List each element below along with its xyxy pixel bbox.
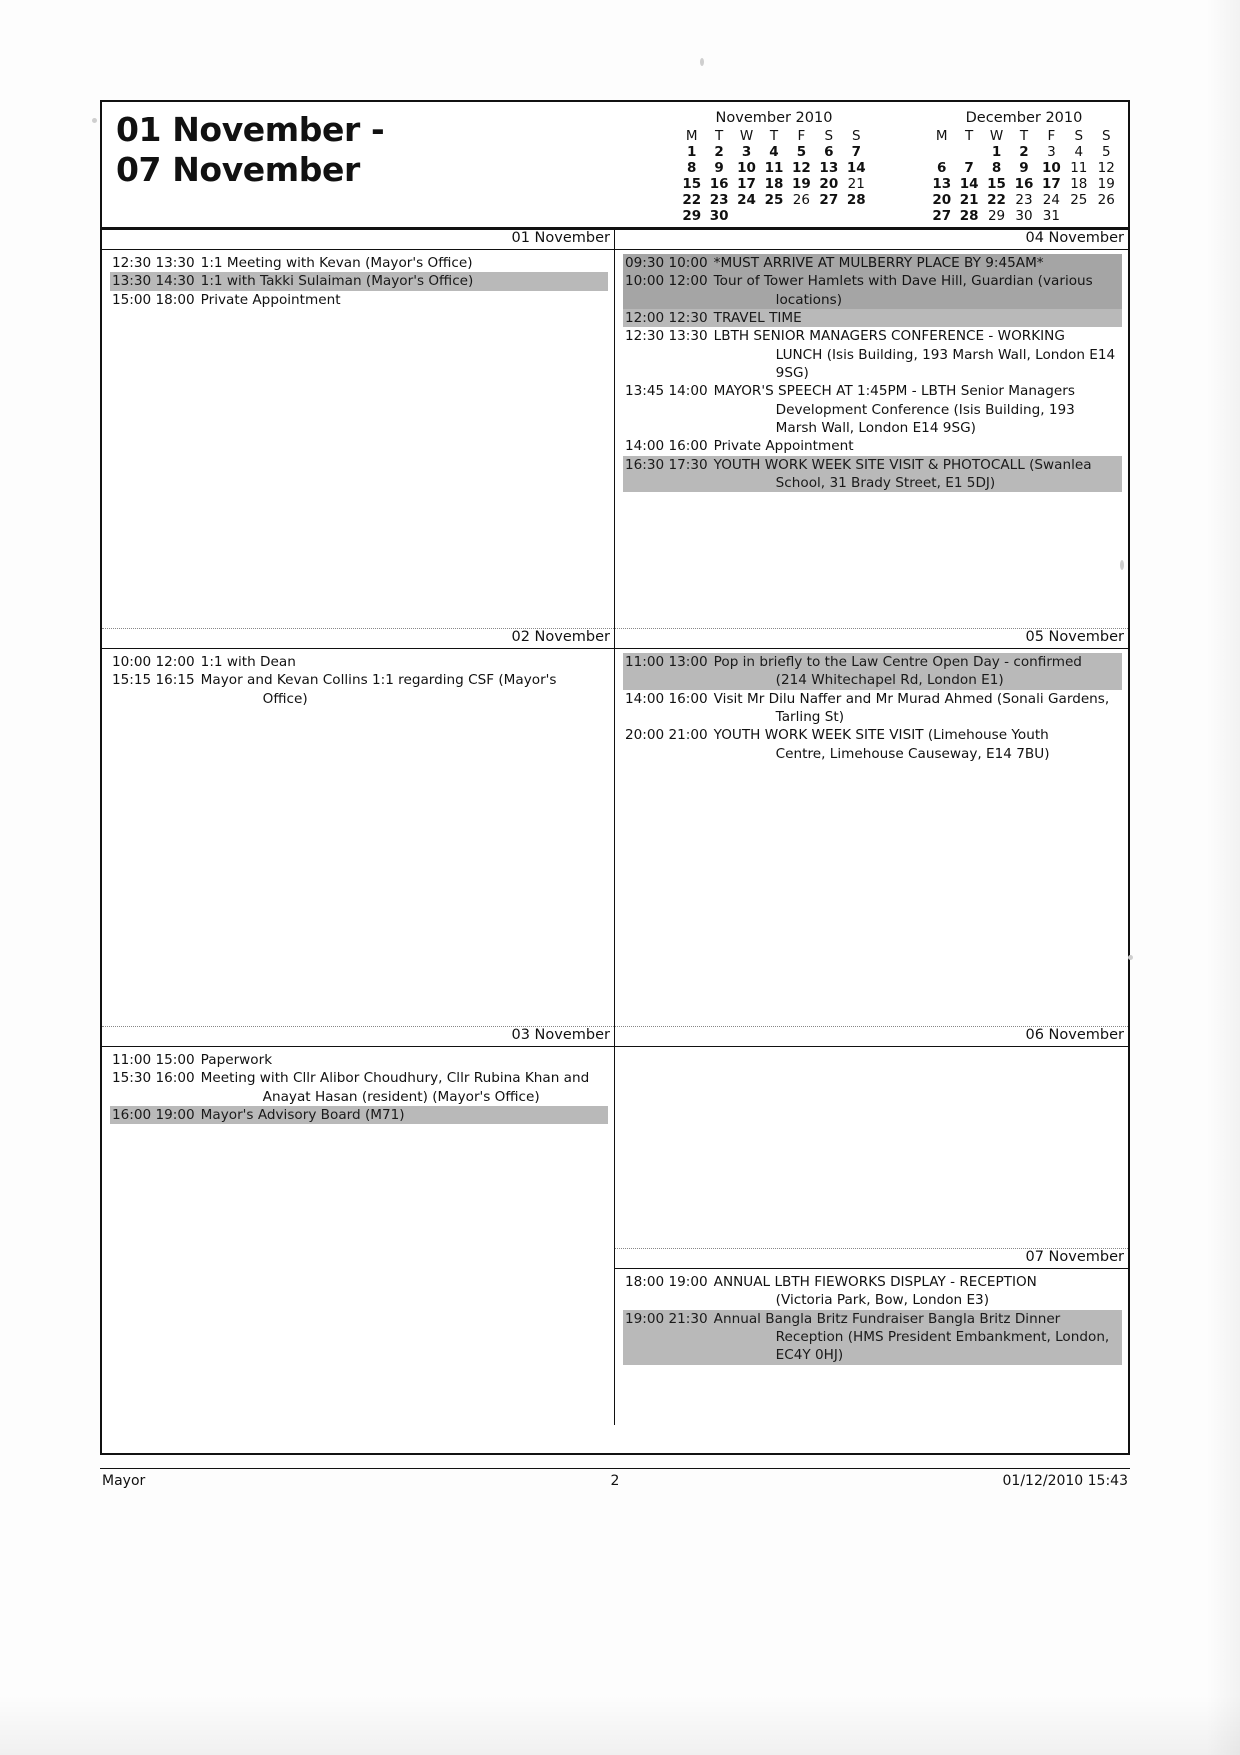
sheet-header (102, 102, 1128, 230)
appointment-description-continued: Centre, Limehouse Causeway, E14 7BU) (775, 745, 1050, 762)
day-header-05-november (615, 628, 1128, 649)
mini-calendar-day[interactable]: 5 (796, 144, 807, 160)
week-grid (102, 230, 1128, 1425)
page-title-line2: 07 November (116, 150, 360, 190)
calendar-sheet (100, 100, 1130, 1455)
mini-calendar-week (928, 161, 1120, 177)
appointment-description-line: Meeting with Cllr Alibor Choudhury, Cllr Rubina Khan and (200, 1070, 590, 1087)
footer-timestamp: 01/12/2010 15:43 (1002, 1473, 1128, 1489)
footer-divider (100, 1468, 1130, 1469)
day-label: 03 November (511, 1027, 610, 1043)
weekday-header: W (739, 128, 754, 144)
day-label: 02 November (511, 629, 610, 645)
appointment-time: 10:00 12:00 (625, 273, 708, 290)
mini-calendar-day[interactable]: 30 (709, 207, 729, 224)
mini-calendar-day (955, 145, 982, 161)
appointment-description: Private Appointment (713, 438, 854, 455)
mini-calendar-day (760, 209, 787, 225)
page-footer (100, 1468, 1130, 1493)
appointment-description-line: MAYOR'S SPEECH AT 1:45PM - LBTH Senior Managers (713, 383, 1075, 400)
day-header-01-november (102, 230, 614, 250)
appointment-time: 09:30 10:00 (625, 255, 708, 271)
appointment-description (714, 653, 1120, 690)
appointment-description: Paperwork (200, 1052, 273, 1068)
appointment-description-continued: Anayat Hasan (resident) (Mayor's Office) (262, 1088, 540, 1105)
appointment-description-continued: Tarling St) (775, 709, 845, 726)
mini-calendar-day[interactable]: 29 (987, 207, 1006, 224)
mini-calendar-day[interactable]: 10 (737, 159, 756, 176)
mini-calendar-november-weekdays (678, 128, 870, 145)
appointment-description-continued: Office) (262, 690, 308, 707)
page-title (116, 110, 384, 191)
appointment-description (714, 272, 1120, 309)
mini-calendar-day[interactable]: 22 (682, 191, 702, 208)
mini-calendar-day[interactable]: 20 (932, 191, 952, 208)
grid-column-right (615, 230, 1128, 1425)
footer-page-number: 2 (610, 1473, 620, 1489)
mini-calendar-november-table (678, 128, 870, 225)
mini-calendar-day[interactable]: 3 (1047, 144, 1056, 160)
mini-calendar-day[interactable]: 9 (714, 159, 724, 176)
page-title-line1: 01 November - (116, 110, 385, 149)
appointment-time: 15:00 18:00 (112, 291, 195, 308)
mini-calendar-day[interactable]: 21 (847, 175, 865, 192)
appointment-time: 13:45 14:00 (625, 383, 708, 400)
mini-calendar-day[interactable]: 30 (1015, 207, 1033, 224)
appointment-item[interactable] (110, 653, 608, 671)
scan-speck (92, 118, 97, 123)
weekday-header: M (685, 128, 698, 144)
mini-calendar-day[interactable]: 27 (932, 207, 952, 224)
appointment-time: 13:30 14:30 (112, 273, 195, 290)
mini-calendar-day[interactable]: 15 (682, 175, 702, 192)
mini-calendar-day[interactable]: 11 (1070, 159, 1088, 176)
mini-calendar-day[interactable]: 4 (1074, 144, 1084, 160)
mini-calendar-day[interactable]: 11 (764, 159, 784, 176)
day-block-05-november[interactable] (615, 628, 1128, 1026)
appointment-description: 1:1 Meeting with Kevan (Mayor's Office) (200, 255, 473, 271)
mini-calendar-day[interactable]: 13 (932, 175, 952, 192)
appointment-list-01-november (102, 250, 614, 309)
appointment-item[interactable] (110, 1069, 608, 1106)
appointment-time: 15:30 16:00 (112, 1070, 195, 1087)
mini-calendar-day[interactable]: 17 (1042, 175, 1061, 192)
mini-calendar-day[interactable]: 21 (959, 191, 979, 208)
appointment-description (714, 1310, 1120, 1365)
day-block-04-november[interactable] (615, 230, 1128, 628)
appointment-item[interactable] (623, 1273, 1122, 1310)
mini-calendar-week (928, 177, 1120, 193)
day-header-06-november (615, 1026, 1128, 1047)
mini-calendar-day[interactable]: 12 (1097, 159, 1115, 176)
appointment-description (714, 726, 1120, 763)
mini-calendar-day (788, 209, 815, 225)
weekday-header: T (965, 128, 974, 144)
mini-calendar-day[interactable]: 14 (846, 159, 866, 176)
day-label: 05 November (1025, 629, 1124, 645)
weekday-header: T (715, 128, 724, 144)
mini-calendar-day[interactable]: 10 (1042, 159, 1061, 176)
mini-calendar-day[interactable]: 24 (1042, 191, 1060, 208)
appointment-item[interactable] (110, 291, 608, 309)
scan-speck (700, 58, 704, 66)
appointment-description-continued: LUNCH (Isis Building, 193 Marsh Wall, London E14 9SG) (775, 346, 1116, 382)
weekday-header: M (935, 128, 948, 144)
day-header-02-november (102, 628, 614, 649)
mini-calendar-december-weekdays (928, 128, 1120, 145)
appointment-description-line: Visit Mr Dilu Naffer and Mr Murad Ahmed (Sonali Gardens, (713, 690, 1110, 707)
mini-calendar-week (928, 193, 1120, 209)
day-block-03-november[interactable] (102, 1026, 614, 1425)
mini-calendar-day[interactable]: 1 (687, 144, 697, 160)
appointment-description: 1:1 with Dean (200, 654, 296, 670)
mini-calendar-day[interactable]: 15 (987, 175, 1006, 192)
weekday-header: S (1101, 128, 1111, 144)
appointment-item[interactable] (623, 690, 1122, 727)
mini-calendars (678, 110, 1120, 225)
day-header-03-november (102, 1026, 614, 1047)
appointment-description-continued: (214 Whitechapel Rd, London E1) (775, 672, 1004, 689)
appointment-time: 20:00 21:00 (625, 727, 708, 744)
mini-calendar-day[interactable]: 19 (792, 175, 811, 192)
appointment-description (714, 1273, 1120, 1310)
mini-calendar-week (678, 177, 870, 193)
appointment-description-continued: School, 31 Brady Street, E1 5DJ) (775, 475, 996, 492)
appointment-description-continued: Development Conference (Isis Building, 193 Marsh Wall, London E14 9SG) (775, 401, 1075, 437)
mini-calendar-week (678, 161, 870, 177)
mini-calendar-day (843, 209, 870, 225)
mini-calendar-day[interactable]: 20 (819, 175, 839, 192)
appointment-time: 16:00 19:00 (112, 1107, 195, 1124)
mini-calendar-day (1093, 209, 1120, 225)
mini-calendar-day[interactable]: 28 (959, 207, 979, 224)
appointment-list-03-november (102, 1047, 614, 1124)
mini-calendar-day[interactable]: 16 (709, 175, 729, 192)
appointment-description: Mayor's Advisory Board (M71) (200, 1107, 405, 1124)
appointment-time: 14:00 16:00 (625, 690, 708, 707)
appointment-item[interactable] (623, 254, 1122, 272)
mini-calendar-day[interactable]: 7 (964, 159, 974, 176)
appointment-description (714, 456, 1120, 493)
appointment-description-line: Mayor and Kevan Collins 1:1 regarding CSF (Mayor's (200, 672, 557, 689)
mini-calendar-day (815, 209, 842, 225)
day-header-04-november (615, 230, 1128, 250)
mini-calendar-day[interactable]: 26 (792, 191, 810, 208)
mini-calendar-day[interactable]: 14 (959, 175, 979, 192)
appointment-list-04-november (615, 250, 1128, 492)
appointment-time: 12:30 13:30 (112, 255, 195, 271)
appointment-description-line: Tour of Tower Hamlets with Dave Hill, Guardian (various (713, 273, 1093, 290)
day-block-02-november[interactable] (102, 628, 614, 1026)
appointment-time: 11:00 15:00 (112, 1052, 195, 1068)
appointment-item[interactable] (110, 671, 608, 708)
mini-calendar-day[interactable]: 2 (1019, 144, 1029, 160)
mini-calendar-day (1065, 209, 1092, 225)
mini-calendar-day[interactable]: 7 (851, 144, 861, 160)
scan-speck (1120, 560, 1124, 570)
appointment-time: 14:00 16:00 (625, 438, 708, 455)
appointment-item[interactable] (623, 456, 1122, 493)
day-label: 06 November (1025, 1027, 1124, 1043)
appointment-description: *MUST ARRIVE AT MULBERRY PLACE BY 9:45AM* (713, 255, 1044, 271)
grid-column-left (102, 230, 615, 1425)
weekday-header: W (989, 128, 1004, 144)
appointment-description (714, 382, 1120, 437)
mini-calendar-day[interactable]: 1 (991, 144, 1002, 160)
day-header-07-november (615, 1248, 1128, 1269)
appointment-item[interactable] (623, 1310, 1122, 1365)
appointment-time: 10:00 12:00 (112, 654, 195, 670)
appointment-list-02-november (102, 649, 614, 708)
mini-calendar-day[interactable]: 25 (764, 191, 784, 208)
mini-calendar-day (733, 209, 760, 225)
appointment-description-line: YOUTH WORK WEEK SITE VISIT (Limehouse Youth (713, 727, 1049, 744)
mini-calendar-day[interactable]: 18 (1070, 175, 1088, 192)
mini-calendar-day[interactable]: 4 (769, 144, 779, 160)
appointment-description-line: Annual Bangla Britz Fundraiser Bangla Britz Dinner (713, 1310, 1061, 1327)
weekday-header: S (824, 128, 834, 144)
mini-calendar-week (928, 145, 1120, 161)
appointment-description-line: YOUTH WORK WEEK SITE VISIT & PHOTOCALL (Swanlea (713, 456, 1092, 473)
mini-calendar-week (678, 145, 870, 161)
mini-calendar-day[interactable]: 2 (714, 144, 724, 160)
scan-edge-right (1206, 0, 1240, 1755)
appointment-description (201, 671, 606, 708)
mini-calendar-day[interactable]: 25 (1070, 191, 1088, 208)
mini-calendar-december-table (928, 128, 1120, 225)
mini-calendar-day[interactable]: 28 (846, 191, 866, 208)
weekday-header: F (797, 128, 806, 144)
appointment-description (201, 1069, 606, 1106)
day-block-06-november[interactable] (615, 1026, 1128, 1248)
mini-calendar-day[interactable]: 5 (1101, 144, 1111, 160)
mini-calendar-day[interactable]: 22 (987, 191, 1006, 208)
appointment-item[interactable] (623, 327, 1122, 382)
mini-calendar-day[interactable]: 29 (682, 207, 702, 224)
mini-calendar-day[interactable]: 12 (792, 159, 811, 176)
mini-calendar-november-title: November 2010 (715, 110, 833, 126)
mini-calendar-day (928, 145, 955, 161)
appointment-description (714, 327, 1120, 382)
mini-calendar-day[interactable]: 17 (737, 175, 756, 192)
scan-edge-bottom (0, 1695, 1240, 1755)
appointment-item[interactable] (623, 309, 1122, 327)
appointment-description-line: Pop in briefly to the Law Centre Open Day - confirmed (713, 654, 1082, 670)
mini-calendar-day[interactable]: 16 (1014, 175, 1034, 192)
appointment-description-continued: (Victoria Park, Bow, London E3) (775, 1292, 990, 1309)
appointment-list-05-november (615, 649, 1128, 763)
mini-calendar-day[interactable]: 8 (687, 159, 697, 176)
weekday-header: T (1019, 128, 1029, 144)
mini-calendar-day[interactable]: 6 (824, 144, 834, 160)
mini-calendar-day[interactable]: 13 (819, 159, 839, 176)
mini-calendar-day[interactable]: 18 (764, 175, 784, 192)
appointment-time: 11:00 13:00 (625, 654, 708, 670)
appointment-item[interactable] (110, 1051, 608, 1069)
weekday-header: S (851, 128, 861, 144)
appointment-item[interactable] (110, 272, 608, 290)
mini-calendar-day[interactable]: 3 (741, 144, 752, 160)
mini-calendar-day[interactable]: 24 (737, 191, 756, 208)
day-label: 01 November (511, 230, 610, 246)
appointment-description-continued: locations) (775, 291, 842, 308)
appointment-item[interactable] (623, 726, 1122, 763)
day-block-01-november[interactable] (102, 230, 614, 628)
appointment-item[interactable] (623, 653, 1122, 690)
mini-calendar-week (678, 209, 870, 225)
day-block-07-november[interactable] (615, 1248, 1128, 1425)
weekday-header: T (769, 128, 779, 144)
appointment-item[interactable] (623, 382, 1122, 437)
weekday-header: F (1047, 128, 1056, 144)
appointment-time: 18:00 19:00 (625, 1274, 708, 1290)
appointment-description: Private Appointment (200, 291, 341, 308)
appointment-time: 12:30 13:30 (625, 328, 708, 345)
mini-calendar-november-body (678, 145, 870, 225)
appointment-description: 1:1 with Takki Sulaiman (Mayor's Office) (200, 273, 474, 290)
appointment-list-07-november (615, 1269, 1128, 1365)
appointment-item[interactable] (623, 437, 1122, 455)
mini-calendar-december-body (928, 145, 1120, 225)
mini-calendar-november (678, 110, 870, 225)
mini-calendar-day[interactable]: 8 (991, 159, 1002, 176)
mini-calendar-day[interactable]: 27 (819, 191, 839, 208)
appointment-item[interactable] (623, 272, 1122, 309)
footer-row (100, 1473, 1130, 1493)
mini-calendar-day[interactable]: 23 (1015, 191, 1033, 208)
mini-calendar-day[interactable]: 31 (1042, 207, 1060, 224)
mini-calendar-day[interactable]: 9 (1019, 159, 1029, 176)
mini-calendar-day[interactable]: 6 (937, 159, 947, 176)
appointment-description-line: ANNUAL LBTH FIEWORKS DISPLAY - RECEPTION (713, 1274, 1037, 1290)
appointment-item[interactable] (110, 254, 608, 272)
appointment-description (714, 690, 1120, 727)
mini-calendar-week (678, 193, 870, 209)
mini-calendar-day[interactable]: 19 (1097, 175, 1115, 192)
mini-calendar-day[interactable]: 26 (1097, 191, 1115, 208)
appointment-description-line: LBTH SENIOR MANAGERS CONFERENCE - WORKING (713, 328, 1065, 345)
appointment-time: 16:30 17:30 (625, 456, 708, 473)
weekday-header: S (1074, 128, 1084, 144)
day-label: 07 November (1025, 1249, 1124, 1265)
footer-owner: Mayor (102, 1473, 146, 1489)
appointment-time: 12:00 12:30 (625, 310, 708, 327)
appointment-list-06-november (615, 1047, 1128, 1051)
mini-calendar-week (928, 209, 1120, 225)
appointment-description-continued: Reception (HMS President Embankment, London, EC4Y 0HJ) (775, 1329, 1110, 1364)
scan-speck (1128, 955, 1133, 960)
day-label: 04 November (1025, 230, 1124, 246)
appointment-description: TRAVEL TIME (713, 310, 802, 327)
appointment-item[interactable] (110, 1106, 608, 1124)
appointment-time: 15:15 16:15 (112, 672, 195, 689)
mini-calendar-day[interactable]: 23 (709, 191, 729, 208)
mini-calendar-december (928, 110, 1120, 225)
appointment-time: 19:00 21:30 (625, 1310, 708, 1327)
mini-calendar-december-title: December 2010 (965, 110, 1083, 126)
